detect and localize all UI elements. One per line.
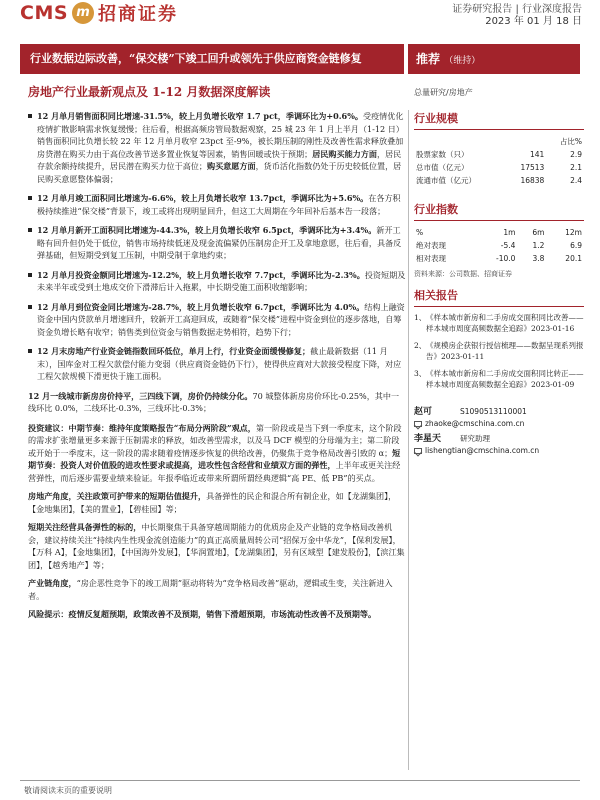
summary-bullet-prices (28, 390, 406, 415)
row-pct: 2.9 (570, 150, 582, 159)
bullet-lead: 12 月单月投资金额同比增速为-12.2%，较上月负增长收窄 7.7pct，季调环比为-2.3%。 (37, 269, 365, 280)
para-lead: 投资建议：中期节奏：维持年度策略报告“布局分两阶段”观点， (28, 422, 256, 433)
analyst-name: 赵可 (414, 407, 433, 417)
analyst-email[interactable]: lishengtian@cmschina.com.cn (425, 446, 540, 455)
bullet-body: 受疫情优化疫情扩散影响需求恢复缓慢；往后看，根据高频房管局数据观察，25 城 23 年 1 月上半月（1-12 日）销售面积同比负增长较 22 年 12 月单月收窄 23pct 至-9%，被长期压制的刚性及改善性需求释放叠加房贷潜在购买力由于高位改善节送多置业恢复等因素，销售回暖或快于预期； (37, 111, 404, 159)
report-date: 2023 年 01 月 18 日 (485, 16, 582, 27)
item-text: 《样本城市新房和二手房成交面积同比改善——样本城市周度高频数据全追踪》2023-01-16 (426, 313, 584, 333)
row-label: 相对表现 (416, 254, 446, 263)
row-label: 总市值（亿元） (416, 163, 469, 172)
col-header: 12m (565, 228, 582, 237)
row-value: 17513 (520, 163, 545, 172)
bullet-emphasis: 购买意愿方面 (206, 161, 256, 171)
summary-bullet-completion (28, 192, 406, 217)
related-reports-title: 相关报告 (414, 287, 584, 307)
row-pct: 2.1 (570, 163, 582, 172)
analyst-row (414, 406, 584, 418)
para-body: 上半年或更关注经营弹性，而后逐步需要业绩来验证。年报季临近或带来所谓所谓经典逻辑“高 PE、低 PB”的买点。 (28, 460, 401, 483)
industry-scale-title: 行业规模 (414, 110, 584, 130)
investment-advice (28, 422, 406, 485)
para-lead: 风险提示：疫情反复超预期，政策改善不及预期，销售下滑超预期，市场流动性改善不及预期等。 (28, 609, 377, 619)
summary-bullet-new-construction (28, 224, 406, 262)
bullet-body: ，货币活化指数仍处于历史较低位置，居民购买意愿整体偏弱； (37, 161, 402, 184)
bullet-body: 截止最新数据（11 月末），国库金对工程欠款偿付能力变弱（供应商资金链仍下行），使得供应商对大款接受程度下降，对应工程欠款规模下滑更快于施工面积。 (37, 346, 402, 381)
short-term-focus (28, 521, 406, 571)
row-value: 3.8 (532, 254, 545, 263)
main-content (28, 110, 406, 768)
report-subtitle: 房地产行业最新观点及 1-12 月数据深度解读 (28, 85, 271, 99)
row-pct: 2.4 (570, 176, 582, 185)
real-estate-view (28, 490, 406, 515)
footer-divider (20, 780, 580, 781)
analyst-name: 李星天 (414, 434, 442, 444)
bullet-lead: 12 月末房地产行业资金链指数回环低位，单月上行，行业资金面缓慢修复； (37, 346, 311, 356)
item-text: 《样本城市新房和二手房成交面积同比转正——样本城市周度高频数据全追踪》2023-01-09 (426, 369, 584, 389)
para-lead: 短期关注经营具备弹性的标的， (28, 522, 142, 532)
row-value: 20.1 (565, 254, 582, 263)
industry-index-title: 行业指数 (414, 201, 584, 221)
bullet-body: 结构上融资资金中国内贷款单月增速回升，较新开工高迎回成，或随着“保交楼”进程中资金到位的逐步落地，自筹资金负增长略有收窄；销售类到位资金与销售数据走势相符，趋势下行； (37, 301, 405, 337)
logo-mark-icon: m (72, 2, 94, 24)
table-header-row (414, 226, 584, 239)
rating-band (408, 44, 580, 74)
bullet-lead: 12 月一线城市新房房价持平，三四线下调，房价仍持续分化。 (28, 390, 253, 401)
research-category: 总量研究/房地产 (414, 88, 473, 97)
analyst-email[interactable]: zhaoke@cmschina.com.cn (425, 419, 525, 428)
item-number: 3、 (414, 369, 427, 378)
pct-header: 占比% (559, 137, 582, 146)
bullet-lead: 12 月单月到位资金同比增速为-28.7%，较上月负增长收窄 6.7pct，季调环比为 4.0%。 (37, 301, 365, 312)
industry-chain-view (28, 577, 406, 602)
summary-bullet-funding (28, 301, 406, 339)
para-body: 中长期聚焦于具备穿越周期能力的优质房企及产业链的竞争格局改善机会，建议持续关注“持续内生性现金流创造能力”的真正高质量周转公司“招保万金中华龙”，【保利发展】，【万科 A】，【金地集团】，【中国海外发展】，【华润置地】，【龙湖集团】，另有区域型【建发股份】，【滨江集团】，【越秀地产】等； (28, 522, 405, 570)
data-source: 资料来源：公司数据、招商证券 (414, 270, 512, 278)
logo-latin: CMS (20, 2, 69, 24)
risk-warning (28, 608, 406, 621)
analyst-block (414, 406, 584, 457)
analyst-email-row[interactable] (414, 418, 584, 430)
col-header: % (416, 228, 424, 237)
related-report-link[interactable] (414, 312, 584, 334)
bullet-emphasis: 居民购买能力方面 (312, 148, 377, 159)
table-row (414, 252, 584, 265)
mail-icon (414, 448, 422, 454)
related-reports-list (414, 312, 584, 390)
item-number: 1、 (414, 313, 427, 322)
summary-bullet-capital-chain (28, 345, 406, 383)
row-value: -10.0 (496, 254, 516, 263)
page-header (0, 0, 600, 42)
table-row (414, 174, 584, 187)
industry-index-table (414, 226, 584, 265)
row-label: 绝对表现 (416, 241, 446, 250)
para-lead: 房地产角度，关注政策可护带来的短期估值提升， (28, 491, 207, 501)
para-body: “房企恶性竞争下的竣工周期”驱动将转为“竞争格局改善”驱动，逻辑或生变，关注新进入者。 (28, 578, 393, 601)
row-value: -5.4 (500, 241, 516, 250)
bullet-body: ，居民存款余额持续提升，居民潜在购买力位于高位； (37, 148, 402, 171)
table-header-row (414, 135, 584, 148)
row-value: 1.2 (532, 241, 545, 250)
related-report-link[interactable] (414, 340, 584, 362)
row-label: 流通市值（亿元） (416, 176, 476, 185)
para-lead: 产业链角度， (28, 578, 77, 588)
column-divider (408, 110, 409, 770)
item-text: 《规模房企获银行授信梳理——数据呈现系列报告》2023-01-11 (426, 341, 584, 361)
col-header: 6m (532, 228, 545, 237)
footer-note: 敬请阅读末页的重要说明 (24, 786, 112, 795)
logo-chinese: 招商证券 (98, 4, 179, 25)
mail-icon (414, 421, 422, 427)
row-value: 16838 (520, 176, 545, 185)
col-header: 1m (503, 228, 516, 237)
bullet-lead: 12 月单月竣工面积同比增速为-6.6%，较上月负增长收窄 13.7pct，季调环比为+5.6%。 (37, 193, 369, 203)
related-report-link[interactable] (414, 368, 584, 390)
report-type: 证券研究报告 | 行业深度报告 (452, 4, 582, 15)
bullet-body: 新开工略有回升但仍处于低位，销售市场持续低迷及现金流偏紧仍压制房企开工及拿地意愿，往后看，具备反弹基础，但短期受到复工压制，中期受制于拿地约束； (37, 225, 402, 260)
table-row (414, 148, 584, 161)
bullet-body: 投资短期及未来半年或受到土地成交价下滑滞后计入拖累，中长期受施工面积收缩影响； (37, 269, 406, 292)
company-logo (20, 0, 178, 26)
row-label: 股票家数（只） (416, 150, 469, 159)
summary-bullet-sales (28, 110, 406, 185)
item-number: 2、 (414, 341, 427, 350)
analyst-email-row[interactable] (414, 445, 584, 457)
analyst-role: 研究助理 (460, 434, 490, 443)
sidebar (414, 110, 584, 457)
summary-bullet-investment (28, 269, 406, 294)
analyst-cert: S1090513110001 (460, 407, 527, 416)
industry-scale-table (414, 135, 584, 187)
analyst-row (414, 433, 584, 445)
para-body: 具备弹性的民企和混合所有制企业，如【龙湖集团】，【金地集团】，【美的置业】，【碧桂园】等； (28, 491, 397, 514)
report-title: 行业数据边际改善，“保交楼”下竣工回升或领先于供应商资金链修复 (20, 44, 404, 74)
para-body: 第一阶段或是当下到一季度末，这个阶段的需求扩张增量更多来源于压制需求的释放，如改善型需求，以及马 DCF 模型的分母端为主；第二阶段或开始于一季度末，这一阶段的需求随着疫情逐步恢复的供给改善，仍聚焦于竞争格局改善引致的 α； (28, 422, 402, 458)
bullet-lead: 12 月单月新开工面积同比增速为-44.3%，较上月负增长收窄 6.5pct，季调环比为+3.4%。 (37, 225, 377, 235)
bullet-body: 70 城整体新房房价环比-0.25%，其中一线环比 0.0%，二线环比-0.3%，三线环比-0.3%； (28, 390, 400, 413)
row-value: 141 (530, 150, 545, 159)
table-row (414, 239, 584, 252)
para-emphasis: 短期节奏：投资人对价值股的进攻性要求或提高，进攻性包含经营和业绩双方面的弹性， (28, 447, 401, 470)
rating-sub: （维持） (444, 56, 481, 66)
rating-label: 推荐 (416, 52, 441, 66)
bullet-body: 在各方积极持续推进“保交楼”背景下，竣工或将出现明显回升，但这工大周期在今年回补后基本告一段落； (37, 193, 401, 216)
row-value: 6.9 (570, 241, 582, 250)
table-row (414, 161, 584, 174)
bullet-lead: 12 月单月销售面积同比增速-31.5%，较上月负增长收窄 1.7 pct，季调环比为+0.6%。 (37, 111, 363, 121)
